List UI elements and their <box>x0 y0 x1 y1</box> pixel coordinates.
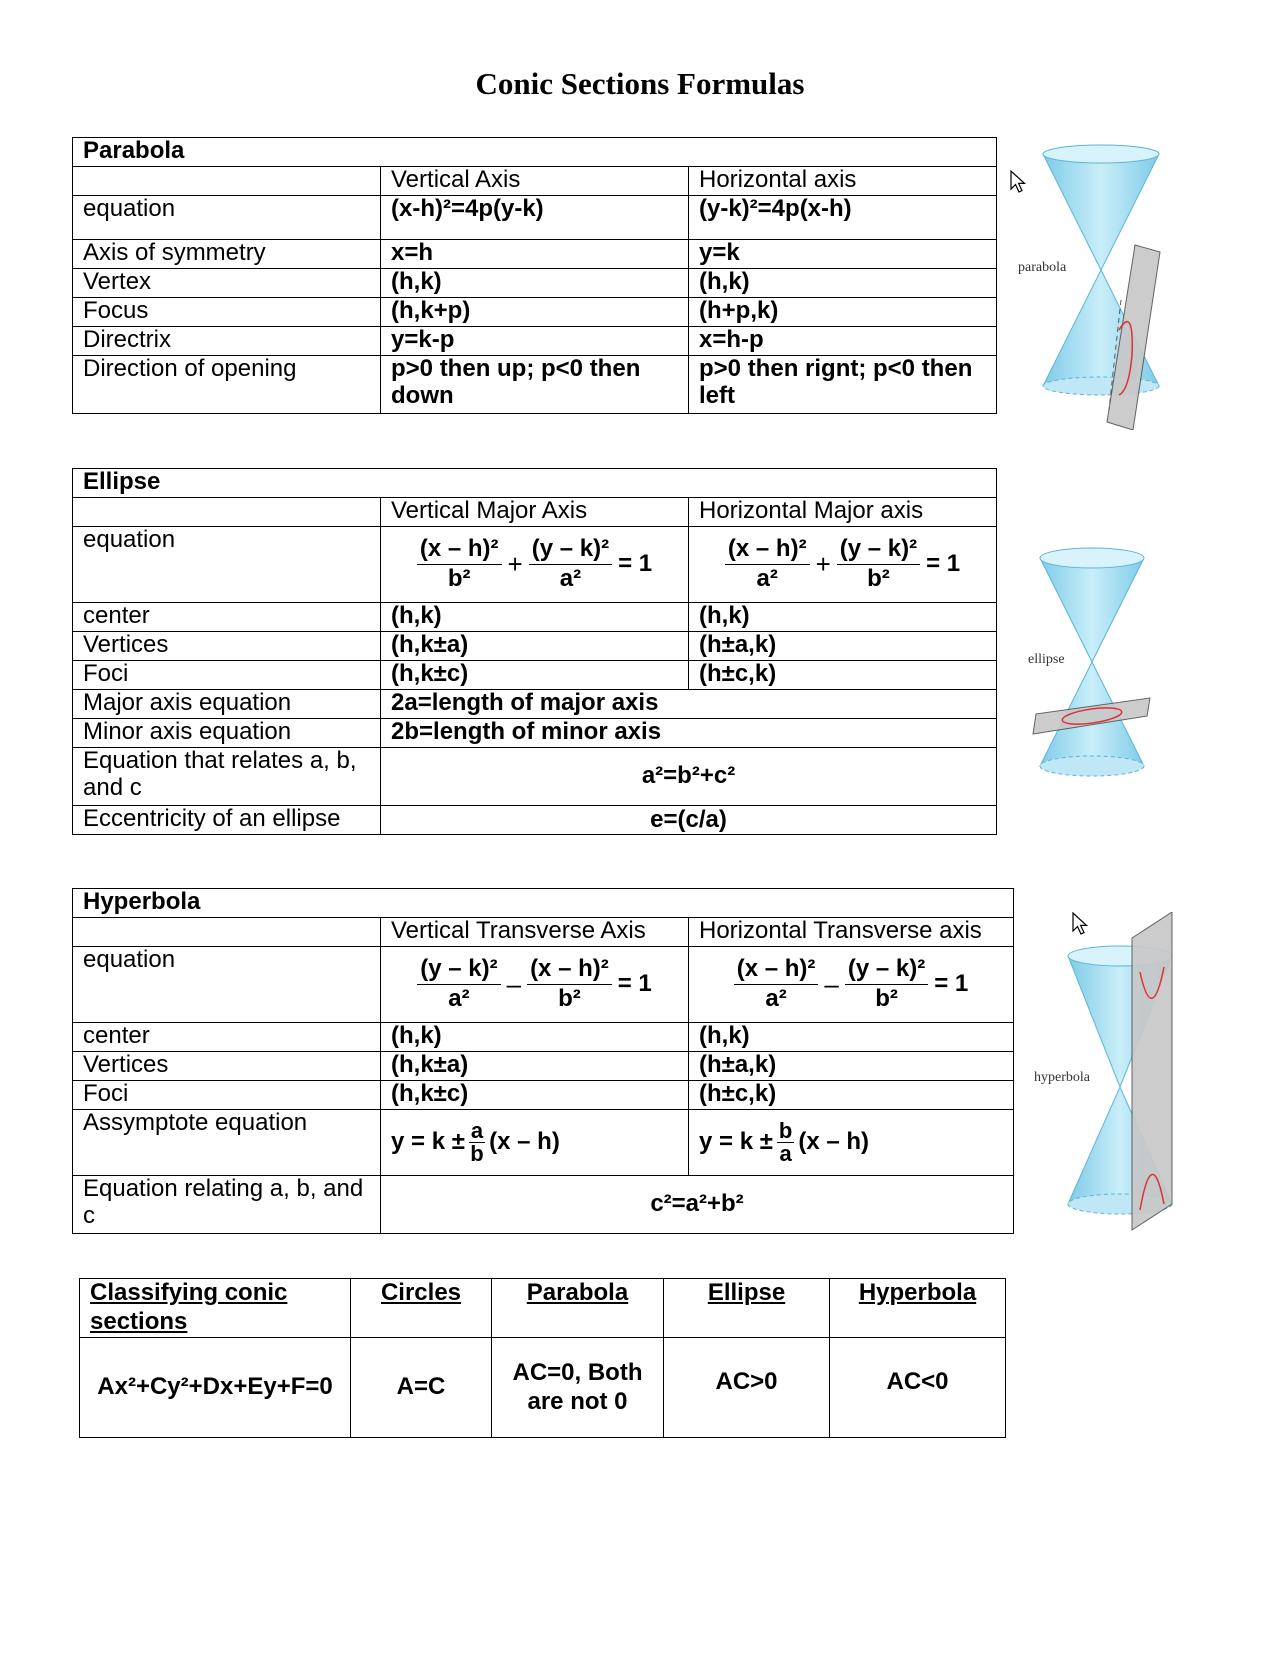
equation-horizontal: $\frac{\text{(x – h)²}}{\text{a²}}$ – $\frac{\text{(y – k)²}}{\text{b²}}$ = 1 <box>689 947 1014 1023</box>
cell-horizontal: (h±a,k) <box>689 632 997 661</box>
row-label: Axis of symmetry <box>73 240 381 269</box>
cell-vertical: (h,k±a) <box>381 1052 689 1081</box>
cell-vertical: y=k-p <box>381 327 689 356</box>
row-label: equation <box>73 947 381 1023</box>
cell-horizontal: (h±c,k) <box>689 661 997 690</box>
cell-vertical: p>0 then up; p<0 then down <box>381 356 689 414</box>
cell-horizontal: y=k <box>689 240 997 269</box>
hyperbola-table <box>72 888 1014 1234</box>
col-horizontal-major-axis: Horizontal Major axis <box>689 498 997 527</box>
row-label: Focus <box>73 298 381 327</box>
eccentricity-value: e=(c/a) <box>381 806 997 835</box>
cell-horizontal: x=h-p <box>689 327 997 356</box>
ellipse-heading: Ellipse <box>73 469 997 498</box>
classify-header: Parabola <box>492 1279 664 1338</box>
empty-cell <box>73 498 381 527</box>
equation-horizontal: (y-k)²=4p(x-h) <box>689 196 997 240</box>
row-label: Major axis equation <box>73 690 381 719</box>
cell-vertical: (h,k±a) <box>381 632 689 661</box>
col-vertical-axis: Vertical Axis <box>381 167 689 196</box>
general-equation: Ax²+Cy²+Dx+Ey+F=0 <box>80 1338 351 1438</box>
row-label: Minor axis equation <box>73 719 381 748</box>
cell-vertical: (h,k±c) <box>381 1081 689 1110</box>
row-label: center <box>73 603 381 632</box>
ellipse-table <box>72 468 997 835</box>
equation-vertical: $\frac{\text{(y – k)²}}{\text{a²}}$ – $\frac{\text{(x – h)²}}{\text{b²}}$ = 1 <box>381 947 689 1023</box>
classify-table <box>79 1278 1006 1438</box>
circle-condition: A=C <box>351 1338 492 1438</box>
row-label: Directrix <box>73 327 381 356</box>
parabola-table <box>72 137 997 414</box>
parabola-figure-label: parabola <box>1018 260 1067 275</box>
cell-vertical: (h,k±c) <box>381 661 689 690</box>
col-horizontal-transverse-axis: Horizontal Transverse axis <box>689 918 1014 947</box>
cell-horizontal: (h+p,k) <box>689 298 997 327</box>
row-label: Equation that relates a, b, and c <box>73 748 381 806</box>
classify-header: Ellipse <box>664 1279 830 1338</box>
col-vertical-major-axis: Vertical Major Axis <box>381 498 689 527</box>
ellipse-condition: AC>0 <box>664 1338 830 1438</box>
parabola-heading: Parabola <box>73 138 997 167</box>
row-label: Foci <box>73 661 381 690</box>
col-vertical-transverse-axis: Vertical Transverse Axis <box>381 918 689 947</box>
empty-cell <box>73 167 381 196</box>
row-label: Direction of opening <box>73 356 381 414</box>
equation-vertical: $\frac{\text{(x – h)²}}{\text{b²}}$ + $\frac{\text{(y – k)²}}{\text{a²}}$ = 1 <box>381 527 689 603</box>
row-label: Vertices <box>73 1052 381 1081</box>
classify-header: Classifying conic sections <box>80 1279 351 1338</box>
cell-vertical: (h,k) <box>381 603 689 632</box>
parabola-condition: AC=0, Both are not 0 <box>492 1338 664 1438</box>
row-label: equation <box>73 527 381 603</box>
hyperbola-figure-label: hyperbola <box>1034 1070 1090 1085</box>
col-horizontal-axis: Horizontal axis <box>689 167 997 196</box>
cell-horizontal: (h,k) <box>689 269 997 298</box>
hyperbola-heading: Hyperbola <box>73 889 1014 918</box>
row-label: Eccentricity of an ellipse <box>73 806 381 835</box>
classify-header: Hyperbola <box>830 1279 1006 1338</box>
page-title: Conic Sections Formulas <box>475 66 805 101</box>
minor-axis-value: 2b=length of minor axis <box>381 719 997 748</box>
row-label: Vertices <box>73 632 381 661</box>
cursor-icon <box>1010 170 1028 196</box>
cell-horizontal: (h±c,k) <box>689 1081 1014 1110</box>
asymptote-vertical: y = k ± $\frac{a}{b}$ (x – h) <box>381 1110 689 1176</box>
cell-horizontal: (h,k) <box>689 1023 1014 1052</box>
major-axis-value: 2a=length of major axis <box>381 690 997 719</box>
asymptote-horizontal: y = k ± $\frac{b}{a}$ (x – h) <box>689 1110 1014 1176</box>
row-label: Equation relating a, b, and c <box>73 1176 381 1234</box>
row-label: equation <box>73 196 381 240</box>
cell-vertical: x=h <box>381 240 689 269</box>
relation-value: a²=b²+c² <box>381 748 997 806</box>
cell-horizontal: p>0 then rignt; p<0 then left <box>689 356 997 414</box>
row-label: Vertex <box>73 269 381 298</box>
cell-vertical: (h,k+p) <box>381 298 689 327</box>
classify-header: Circles <box>351 1279 492 1338</box>
ellipse-figure-label: ellipse <box>1028 652 1065 667</box>
row-label: Assymptote equation <box>73 1110 381 1176</box>
parabola-cone-figure <box>1035 140 1165 430</box>
cell-vertical: (h,k) <box>381 269 689 298</box>
hyperbola-condition: AC<0 <box>830 1338 1006 1438</box>
relation-value: c²=a²+b² <box>381 1176 1014 1234</box>
empty-cell <box>73 918 381 947</box>
row-label: Foci <box>73 1081 381 1110</box>
equation-vertical: (x-h)²=4p(y-k) <box>381 196 689 240</box>
equation-horizontal: $\frac{\text{(x – h)²}}{\text{a²}}$ + $\frac{\text{(y – k)²}}{\text{b²}}$ = 1 <box>689 527 997 603</box>
cell-vertical: (h,k) <box>381 1023 689 1052</box>
cell-horizontal: (h,k) <box>689 603 997 632</box>
cell-horizontal: (h±a,k) <box>689 1052 1014 1081</box>
row-label: center <box>73 1023 381 1052</box>
